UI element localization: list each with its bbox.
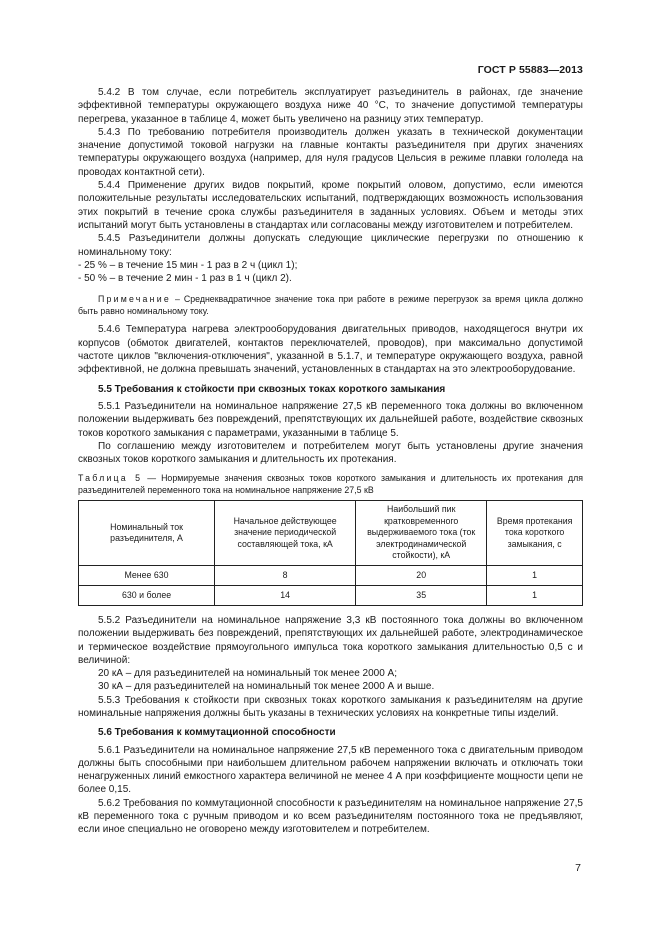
table-label: Таблица 5	[78, 473, 143, 484]
table-cell: 630 и более	[79, 585, 215, 605]
paragraph-5-4-6: 5.4.6 Температура нагрева электрооборудования двигательных приводов, находящегося внутри их корпусов (обмоток двигателей, контактов переключателей, проводов), при максимально допустимой частоте циклов "включения-отключения", указанной в 5.1.7, и температуре окружающего воздуха, равной эффективной, не должна превышать значений, установленных в стандартах на это электрооборудование.	[78, 324, 583, 376]
table-cell: 14	[215, 585, 356, 605]
table-header-cell: Наибольший пик кратковременного выдерживаемого тока (ток электродинамической стойкости), кА	[356, 501, 487, 566]
table-header-row	[79, 501, 583, 566]
note	[78, 293, 583, 317]
paragraph-5-6-1: 5.6.1 Разъединители на номинальное напряжение 27,5 кВ переменного тока с двигательным приводом должны быть способными при наибольшем длительном рабочем напряжении включать и отключать токи ненагруженных линий емкостного характера величиной не менее 4 А при коэффициенте мощности цепи не более 0,15.	[78, 744, 583, 796]
table-cell: 1	[487, 585, 583, 605]
list-item-20ka: 20 кА – для разъединителей на номинальный ток менее 2000 А;	[98, 668, 398, 680]
page-body	[78, 86, 583, 837]
table-title: — Нормируемые значения сквозных токов короткого замыкания и длительность их протекания для разъединителей переменного тока на номинальное напряжение 27,5 кВ	[78, 473, 583, 496]
table-cell: 20	[356, 565, 487, 585]
table-header-cell: Номинальный ток разъединителя, А	[79, 501, 215, 566]
table-5	[78, 500, 583, 606]
note-label: Примечание	[98, 294, 171, 305]
page-number: 7	[575, 862, 581, 874]
paragraph-5-4-5: 5.4.5 Разъединители должны допускать следующие циклические перегрузки по отношению к номинальному току:	[78, 233, 583, 258]
page-header: ГОСТ Р 55883—2013	[477, 64, 583, 76]
section-heading-5-6: 5.6 Требования к коммутационной способности	[98, 727, 336, 739]
table-row	[79, 565, 583, 585]
section-heading-5-5: 5.5 Требования к стойкости при сквозных токах короткого замыкания	[98, 383, 446, 395]
list-item-cycle-2: - 50 % – в течение 2 мин - 1 раз в 1 ч (цикл 2).	[78, 273, 292, 285]
table-caption	[78, 472, 583, 496]
table-row	[79, 585, 583, 605]
table-cell: Менее 630	[79, 565, 215, 585]
paragraph-5-4-2: 5.4.2 В том случае, если потребитель эксплуатирует разъединитель в районах, где значение эффективной температуры окружающего воздуха ниже 40 °С, то значение допустимой температуры перегрева, указанное в таблице 4, может быть увеличено на разницу этих температур.	[78, 87, 583, 125]
table-header-cell: Начальное действующее значение периодической составляющей тока, кА	[215, 501, 356, 566]
paragraph-5-5-1: 5.5.1 Разъединители на номинальное напряжение 27,5 кВ переменного тока должны во включенном положении выдерживать без повреждений, препятствующих их дальнейшей работе, воздействие сквозных токов короткого замыкания с параметрами, указанными в таблице 5.	[78, 400, 583, 439]
list-item-cycle-1: - 25 % – в течение 15 мин - 1 раз в 2 ч (цикл 1);	[78, 259, 298, 271]
paragraph-agreement: По соглашению между изготовителем и потребителем могут быть установлены другие значения сквозных токов короткого замыкания и длительность их протекания.	[78, 440, 583, 466]
note-text: – Среднеквадратичное значение тока при работе в режиме перегрузок за время цикла должно быть равно номинальному току.	[78, 294, 583, 317]
table-cell: 1	[487, 565, 583, 585]
paragraph-5-4-4: 5.4.4 Применение других видов покрытий, кроме покрытий оловом, допустимо, если имеются положительные результаты исследовательских испытаний, подтверждающих возможность использования этих покрытий в течение срока службы разъединителя в заданных условиях. Объем и методы этих испытаний могут быть установлены в стандартах или согласованы между изготовителем и потребителем.	[78, 180, 583, 231]
table-header-cell: Время протекания тока короткого замыкания, с	[487, 501, 583, 566]
paragraph-5-5-2: 5.5.2 Разъединители на номинальное напряжение 3,3 кВ постоянного тока должны во включенном положении выдерживать без повреждений, препятствующих их дальнейшей работе, электродинамическое и термическое воздействие прямоугольного импульса тока короткого замыкания длительностью 0,5 с и величиной:	[78, 614, 583, 666]
table-cell: 35	[356, 585, 487, 605]
paragraph-5-4-3: 5.4.3 По требованию потребителя производитель должен указать в технической документации значение допустимой токовой нагрузки на главные контакты разъединителя при других значениях температуры окружающего воздуха (например, для нуля градусов Цельсия в режиме плавки гололеда на проводах контактной сети).	[78, 126, 583, 178]
list-item-30ka: 30 кА – для разъединителей на номинальный ток менее 2000 А и выше.	[98, 681, 435, 693]
paragraph-5-5-3: 5.5.3 Требования к стойкости при сквозных токах короткого замыкания к разъединителям на другие номинальные напряжения должны быть указаны в технических условиях на конкретные типы изделий.	[78, 694, 583, 719]
paragraph-5-6-2: 5.6.2 Требования по коммутационной способности к разъединителям на номинальное напряжение 27,5 кВ переменного тока с ручным приводом и ко всем разъединителям постоянного тока не предъявляют, если иное специально не оговорено между изготовителем и потребителем.	[78, 797, 583, 836]
table-cell: 8	[215, 565, 356, 585]
